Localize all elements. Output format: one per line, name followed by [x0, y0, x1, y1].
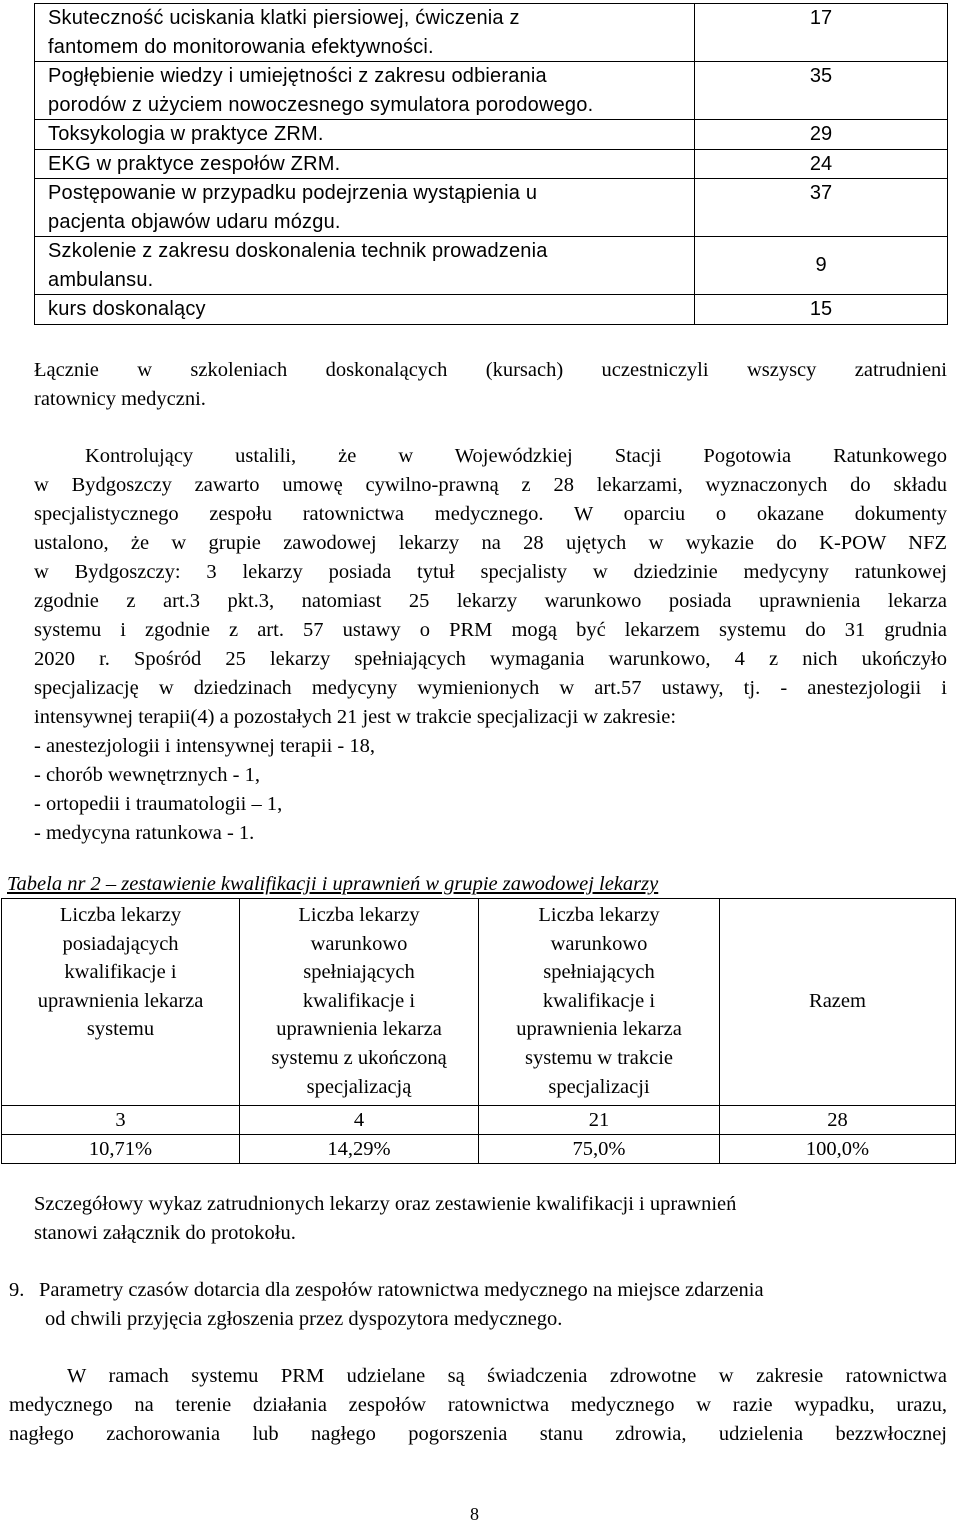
count-cell: 21 [479, 1106, 720, 1135]
course-count: 15 [695, 295, 948, 325]
percent-cell: 100,0% [720, 1135, 956, 1164]
count-cell: 4 [240, 1106, 479, 1135]
header-cell: Liczba lekarzy warunkowo spełniających kwalifikacje i uprawnienia lekarza systemu w trakcie specjalizacji [479, 899, 720, 1106]
course-name: EKG w praktyce zespołów ZRM. [35, 149, 695, 179]
table-row [35, 62, 948, 120]
table-row [2, 1135, 956, 1164]
header-cell: Liczba lekarzy warunkowo spełniających kwalifikacje i uprawnienia lekarza systemu z ukończoną specjalizacją [240, 899, 479, 1106]
page-number: 8 [470, 1504, 479, 1524]
header-cell: Liczba lekarzy posiadających kwalifikacje i uprawnienia lekarza systemu [2, 899, 240, 1106]
course-count: 35 [695, 62, 948, 120]
course-name: Szkolenie z zakresu doskonalenia technik prowadzenia ambulansu. [35, 237, 695, 295]
qualifications-table [1, 898, 956, 1164]
table-row [2, 1106, 956, 1135]
course-name: kurs doskonalący [35, 295, 695, 325]
course-count: 24 [695, 149, 948, 179]
course-count: 37 [695, 179, 948, 237]
percent-cell: 14,29% [240, 1135, 479, 1164]
table2-caption: Tabela nr 2 – zestawienie kwalifikacji i uprawnień w grupie zawodowej lekarzy [7, 873, 659, 895]
table-row [35, 295, 948, 325]
header-cell: Razem [720, 899, 956, 1106]
course-count: 9 [695, 237, 948, 295]
table-row [35, 237, 948, 295]
course-name: Pogłębienie wiedzy i umiejętności z zakresu odbierania porodów z użyciem nowoczesnego symulatora porodowego. [35, 62, 695, 120]
list-item: - anestezjologii i intensywnej terapii - 18, [34, 735, 376, 757]
paragraph-control-findings: Kontrolujący ustalili, że w Wojewódzkiej Stacji Pogotowia Ratunkowego w Bydgoszczy zawarto umowę cywilno-prawną z 28 lekarzami, wyznaczonych do składu specjalistycznego zespołu ratownictwa medycznego. W oparciu o okazane dokumenty ustalono, że w grupie zawodowej lekarzy na 28 ujętych w wykazie do K-POW NFZ w Bydgoszczy: 3 lekarzy posiada tytuł specjalisty w dziedzinie medycyny ratunkowej zgodnie z art.3 pkt.3, natomiast 25 lekarzy warunkowo posiada uprawnienia lekarza systemu i zgodnie z art. 57 ustawy o PRM mogą być lekarzem systemu do 31 grudnia 2020 r. Spośród 25 lekarzy spełniających wymagania warunkowo, 4 z nich ukończyło specjalizację w dziedzinach medycyny wymienionych w art.57 ustawy, tj. - anestezjologii i intensywnej terapii(4) a pozostałych 21 jest w trakcie specjalizacji w zakresie: - anestezjologii i intensywnej terapii - 18, - chorób wewnętrznych - 1, - ortopedii i traumatologii – 1, - medycyna ratunkowa - 1. [34, 442, 947, 848]
specialization-list [34, 732, 947, 848]
paragraph-prm: W ramach systemu PRM udzielane są świadczenia zdrowotne w zakresie ratownictwa medycznego na terenie działania zespołów ratownictwa medycznego w razie wypadku, urazu, nagłego zachorowania lub nagłego pogorszenia stanu zdrowia, udzielenia bezzwłocznej [9, 1365, 947, 1445]
table-row [35, 4, 948, 62]
percent-cell: 75,0% [479, 1135, 720, 1164]
paragraph-total-participation: Łącznie w szkoleniach doskonalących (kursach) uczestniczyli wszyscy zatrudnieni ratownicy medyczni. [34, 359, 947, 410]
course-name: Skuteczność uciskania klatki piersiowej, ćwiczenia z fantomem do monitorowania efektywności. [35, 4, 695, 62]
course-count: 17 [695, 4, 948, 62]
percent-cell: 10,71% [2, 1135, 240, 1164]
list-item: - chorób wewnętrznych - 1, [34, 764, 260, 786]
section-number: 9. [9, 1279, 25, 1301]
count-cell: 3 [2, 1106, 240, 1135]
table-row [35, 120, 948, 150]
count-cell: 28 [720, 1106, 956, 1135]
course-name: Postępowanie w przypadku podejrzenia wystąpienia u pacjenta objawów udaru mózgu. [35, 179, 695, 237]
list-item: - ortopedii i traumatologii – 1, [34, 793, 283, 815]
table-row [35, 179, 948, 237]
table-header-row [2, 899, 956, 1106]
course-count: 29 [695, 120, 948, 150]
courses-table [34, 3, 948, 325]
paragraph-details: Szczegółowy wykaz zatrudnionych lekarzy oraz zestawienie kwalifikacji i uprawnień stanowi załącznik do protokołu. [34, 1193, 737, 1244]
list-item: - medycyna ratunkowa - 1. [34, 822, 255, 844]
table-row [35, 149, 948, 179]
course-name: Toksykologia w praktyce ZRM. [35, 120, 695, 150]
